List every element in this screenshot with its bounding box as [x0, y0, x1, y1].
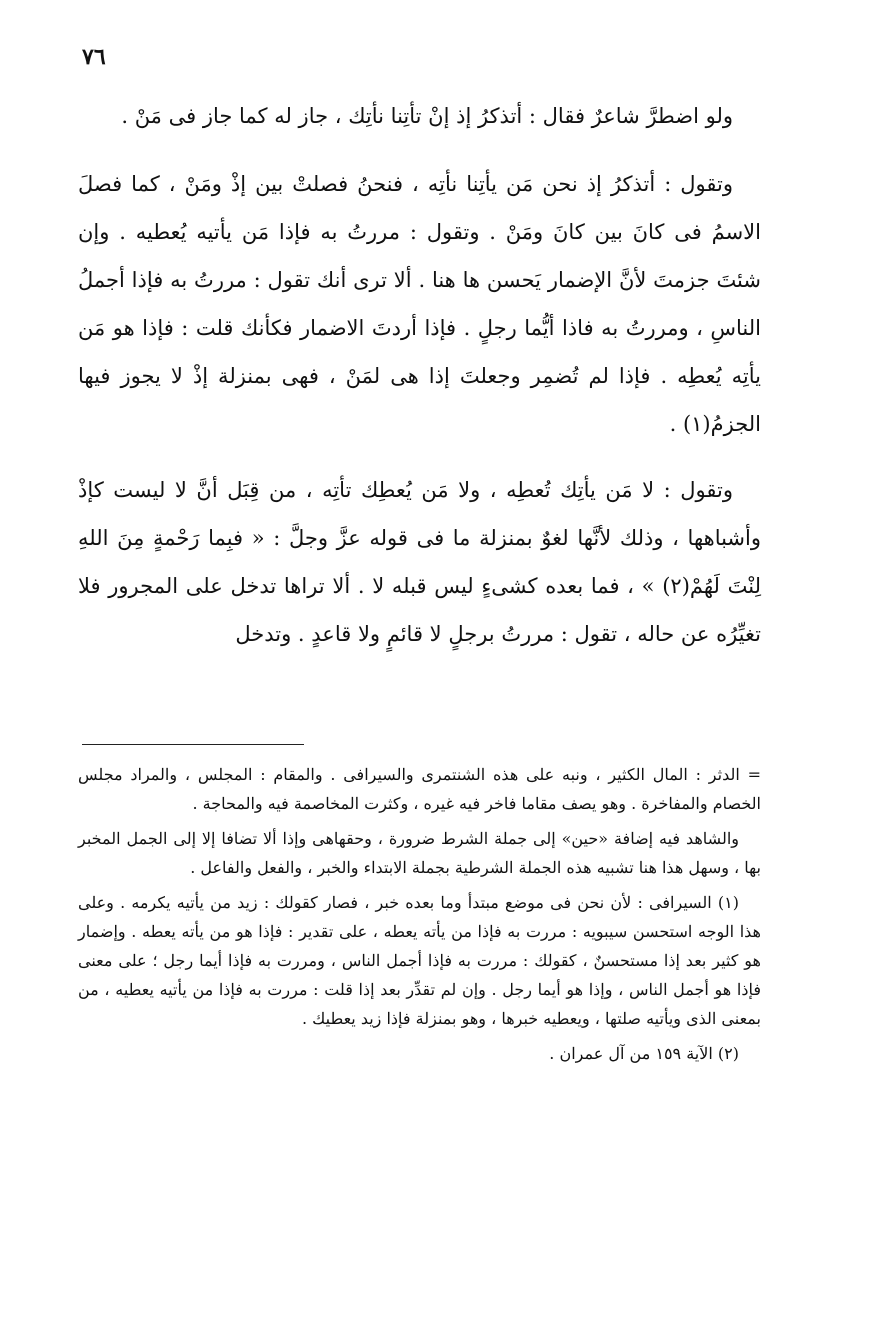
page-number: ٧٦	[82, 44, 106, 70]
footnote-continuation: = الدثر : المال الكثير ، ونبه على هذه الشنتمرى والسيرافى . والمقام : المجلس ، والمراد مجلس الخصام والمفاخرة . وهو يصف مقاما فاخر فيه غيره ، وكثرت المخاصمة فيه والمحاجة .	[78, 765, 761, 813]
footnote-1: (١) السيرافى : لأن نحن فى موضع مبتدأ وما بعده خبر ، فصار كقولك : زيد من يأتيه يكرمه . وعلى هذا الوجه استحسن سيبويه : مررت به فإذا من يأته يعطه ، على تقدير : فإذا هو من يأته يعطه . وإضمار هو كثير بعد إذا مستحسنٌ ، كقولك : مررت به فإذا أجمل الناس ، ومررت به فإذا أيما رجل ؛ على معنى فإذا هو أجمل الناس ، وإذا هو أيما رجل . وإن لم تقدِّر بعد إذا قلت : مررت به فإذا من يأتيه يعطيه ، من بمعنى الذى ويأتيه صلتها ، ويعطيه خبرها ، وهو بمنزلة فإذا زيد يعطيك .	[78, 893, 761, 1028]
footnote-shahid: والشاهد فيه إضافة «حين» إلى جملة الشرط ضرورة ، وحقهاهى وإذا ألا تضافا إلا إلى الجمل المخبر بها ، وسهل هذا هنا تشبيه هذه الجملة الشرطية بجملة الابتداء والخبر ، والفعل والفاعل .	[78, 829, 761, 877]
paragraph-2: وتقول : أتذكرُ إذ نحن مَن يأتِنا نأتِه ، فنحنُ فصلتْ بين إذْ ومَنْ ، كما فصلَ الاسمُ فى كانَ بين كانَ ومَنْ . وتقول : مررتُ به فإذا مَن يأتيه يُعطيه . وإن شئتَ جزمتَ لأنَّ الإضمار يَحسن ها هنا . ألا ترى أنك تقول : مررتُ به فإذا أجملُ الناسِ ، ومررتُ به فاذا أيُّما رجلٍ . فإذا أردتَ الاضمار فكأنك قلت : فإذا هو مَن يأتِه يُعطِه . فإذا لم تُضمِر وجعلتَ إذا هى لمَنْ ، فهى بمنزلة إذْ لا يجوز فيها الجزمُ(١) .	[78, 172, 761, 436]
footnote-2: (٢) الآية ١٥٩ من آل عمران .	[549, 1044, 739, 1063]
footnotes	[78, 760, 761, 1074]
main-text	[78, 92, 761, 676]
paragraph-1: ولو اضطرَّ شاعرٌ فقال : أتذكرُ إذ إنْ تأتِنا نأتِك ، جاز له كما جاز فى مَنْ .	[121, 104, 733, 128]
footnote-separator	[82, 744, 304, 745]
paragraph-3: وتقول : لا مَن يأتِك تُعطِه ، ولا مَن يُعطِك تأتِه ، من قِبَل أنَّ لا ليست كإذْ وأشباهها ، وذلك لأنَّها لغوٌ بمنزلة ما فى قوله عزَّ وجلَّ : « فبِما رَحْمةٍ مِنَ اللهِ لِنْتَ لَهُمْ(٢) » ، فما بعده كشىءٍ ليس قبله لا . ألا تراها تدخل على المجرور فلا تغيِّرُه عن حاله ، تقول : مررتُ برجلٍ لا قائمٍ ولا قاعدٍ . وتدخل	[78, 478, 761, 646]
